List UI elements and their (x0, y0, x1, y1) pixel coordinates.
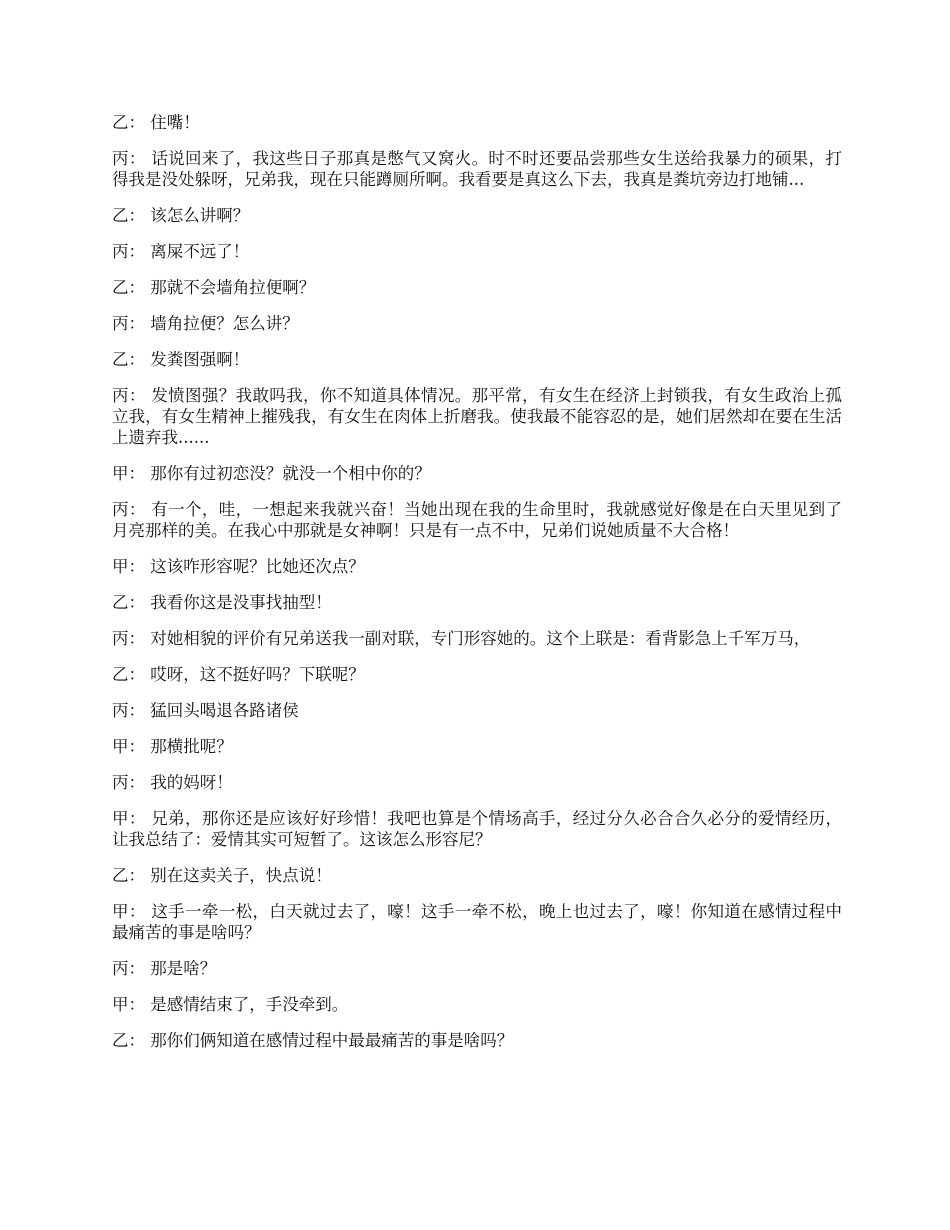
dialogue-line (112, 901, 842, 943)
speaker-label: 乙： (112, 1031, 145, 1050)
speaker-label: 丙： (112, 701, 145, 720)
dialogue-line (112, 700, 842, 721)
dialogue-line (112, 958, 842, 979)
speaker-label: 丙： (112, 773, 145, 792)
speaker-label: 甲： (112, 737, 145, 756)
speaker-label: 乙： (112, 113, 145, 132)
line-text: 我看你这是没事找抽型！ (150, 593, 332, 612)
dialogue-line (112, 664, 842, 685)
line-text: 离屎不远了！ (150, 242, 250, 261)
line-text: 猛回头喝退各路诸侯 (150, 701, 299, 720)
line-text: 那你有过初恋没？就没一个相中你的？ (150, 464, 431, 483)
speaker-label: 丙： (112, 149, 146, 168)
line-text: 该怎么讲啊？ (150, 206, 250, 225)
dialogue-line (112, 808, 842, 850)
speaker-label: 丙： (112, 500, 146, 519)
dialogue-line (112, 1030, 842, 1051)
dialogue-line (112, 556, 842, 577)
line-text: 发粪图强啊！ (150, 350, 250, 369)
dialogue-line (112, 736, 842, 757)
speaker-label: 丙： (112, 314, 145, 333)
line-text: 我的妈呀！ (150, 773, 233, 792)
dialogue-line (112, 241, 842, 262)
dialogue-line (112, 994, 842, 1015)
line-text: 有一个，哇，一想起来我就兴奋！当她出现在我的生命里时，我就感觉好像是在白天里见到了月亮那样的美。在我心中那就是女神啊！只是有一点不中，兄弟们说她质量不大合格！ (112, 500, 843, 540)
line-text: 话说回来了，我这些日子那真是憋气又窝火。时不时还要品尝那些女生送给我暴力的硕果，打得我是没处躲呀，兄弟我，现在只能蹲厕所啊。我看要是真这么下去，我真是粪坑旁边打地铺... (112, 149, 843, 189)
dialogue-line (112, 865, 842, 886)
speaker-label: 丙： (112, 629, 145, 648)
line-text: 这手一牵一松，白天就过去了，嚎！这手一牵不松，晚上也过去了，嚎！你知道在感情过程中最痛苦的事是啥吗？ (112, 902, 843, 942)
speaker-label: 丙： (112, 242, 145, 261)
dialogue-line (112, 205, 842, 226)
line-text: 对她相貌的评价有兄弟送我一副对联，专门形容她的。这个上联是：看背影急上千军万马， (150, 629, 811, 648)
speaker-label: 乙： (112, 278, 145, 297)
line-text: 那是啥？ (150, 959, 217, 978)
dialogue-line (112, 463, 842, 484)
line-text: 哎呀，这不挺好吗？下联呢？ (150, 665, 365, 684)
speaker-label: 丙： (112, 386, 146, 405)
speaker-label: 甲： (112, 809, 146, 828)
line-text: 那横批呢？ (150, 737, 233, 756)
dialogue-line (112, 349, 842, 370)
line-text: 别在这卖关子，快点说！ (150, 866, 332, 885)
speaker-label: 甲： (112, 464, 145, 483)
line-text: 是感情结束了，手没牵到。 (150, 995, 349, 1014)
dialogue-line (112, 592, 842, 613)
dialogue-line (112, 772, 842, 793)
line-text: 住嘴！ (150, 113, 200, 132)
speaker-label: 乙： (112, 350, 145, 369)
speaker-label: 乙： (112, 206, 145, 225)
speaker-label: 甲： (112, 557, 145, 576)
dialogue-line (112, 499, 842, 541)
line-text: 那你们俩知道在感情过程中最最痛苦的事是啥吗？ (150, 1031, 514, 1050)
line-text: 发愤图强？我敢吗我，你不知道具体情况。那平常，有女生在经济上封锁我，有女生政治上孤立我，有女生精神上摧残我，有女生在肉体上折磨我。使我最不能容忍的是，她们居然却在要在生活上遗弃我...... (112, 386, 843, 447)
line-text: 这该咋形容呢？比她还次点？ (150, 557, 365, 576)
speaker-label: 丙： (112, 959, 145, 978)
document-body (112, 112, 842, 1066)
speaker-label: 乙： (112, 866, 145, 885)
dialogue-line (112, 313, 842, 334)
dialogue-line (112, 148, 842, 190)
speaker-label: 甲： (112, 902, 146, 921)
dialogue-line (112, 385, 842, 448)
dialogue-line (112, 277, 842, 298)
speaker-label: 乙： (112, 665, 145, 684)
dialogue-line (112, 628, 842, 649)
speaker-label: 甲： (112, 995, 145, 1014)
line-text: 兄弟，那你还是应该好好珍惜！我吧也算是个情场高手，经过分久必合合久必分的爱情经历，让我总结了：爱情其实可短暂了。这该怎么形容尼？ (112, 809, 843, 849)
dialogue-line (112, 112, 842, 133)
line-text: 墙角拉便？怎么讲？ (150, 314, 299, 333)
speaker-label: 乙： (112, 593, 145, 612)
line-text: 那就不会墙角拉便啊？ (150, 278, 316, 297)
